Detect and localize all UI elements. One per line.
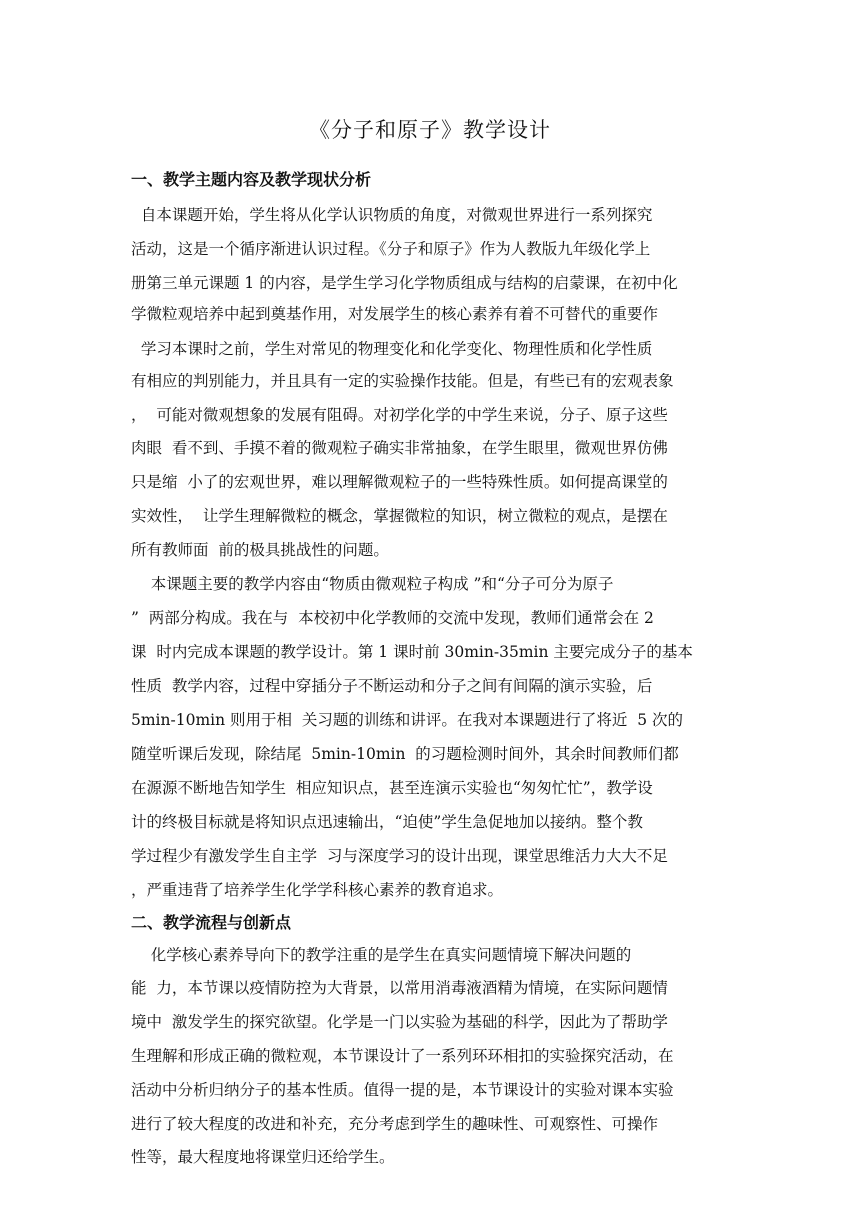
paragraph-line: 自本课题开始，学生将从化学认识物质的角度，对微观世界进行一系列探究 [131, 206, 653, 224]
paragraph-line: 性质 教学内容，过程中穿插分子不断运动和分子之间有间隔的演示实验，后 [131, 677, 653, 695]
paragraph-line: 计的终极目标就是将知识点迅速输出，“迫使”学生急促地加以接纳。整个教 [131, 813, 643, 831]
section-heading-1: 一、教学主题内容及教学现状分析 [131, 170, 372, 189]
paragraph-line: ” 两部分构成。我在与 本校初中化学教师的交流中发现，教师们通常会在 2 [131, 609, 654, 627]
paragraph-line: 只是缩 小了的宏观世界，难以理解微观粒子的一些特殊性质。如何提高课堂的 [131, 473, 668, 491]
paragraph-line: 5min-10min 则用于相 关习题的训练和讲评。在我对本课题进行了将近 5 次的 [131, 711, 684, 729]
paragraph-line: 活动中分析归纳分子的基本性质。值得一提的是，本节课设计的实验对课本实验 [131, 1081, 674, 1099]
paragraph-line: ， 可能对微观想象的发展有阻碍。对初学化学的中学生来说，分子、原子这些 [131, 406, 668, 424]
document-title: 《分子和原子》教学设计 [309, 118, 551, 142]
paragraph-line: 有相应的判别能力，并且具有一定的实验操作技能。但是，有些已有的宏观表象 [131, 372, 674, 390]
paragraph-line: 学习本课时之前，学生对常见的物理变化和化学变化、物理性质和化学性质 [131, 340, 653, 358]
paragraph-line: 本课题主要的教学内容由“物质由微观粒子构成 ”和“分子可分为原子 [131, 575, 614, 593]
paragraph-line: 肉眼 看不到、手摸不着的微观粒子确实非常抽象，在学生眼里，微观世界仿佛 [131, 439, 668, 457]
paragraph-line: ，严重违背了培养学生化学学科核心素养的教育追求。 [131, 881, 504, 899]
paragraph-line: 课 时内完成本课题的教学设计。第 1 课时前 30min-35min 主要完成分子的基本 [131, 643, 693, 661]
paragraph-line: 进行了较大程度的改进和补充，充分考虑到学生的趣味性、可观察性、可操作 [131, 1115, 659, 1133]
paragraph-line: 化学核心素养导向下的教学注重的是学生在真实问题情境下解决问题的 [131, 946, 632, 964]
paragraph-line: 能 力，本节课以疫情防控为大背景，以常用消毒液酒精为情境，在实际问题情 [131, 979, 668, 997]
paragraph-line: 实效性， 让学生理解微粒的概念，掌握微粒的知识，树立微粒的观点，是摆在 [131, 507, 668, 525]
paragraph-line: 学微粒观培养中起到奠基作用，对发展学生的核心素养有着不可替代的重要作 [131, 305, 659, 323]
paragraph-line: 册第三单元课题 1 的内容，是学生学习化学物质组成与结构的启蒙课，在初中化 [131, 274, 678, 292]
paragraph-line: 所有教师面 前的极具挑战性的问题。 [131, 541, 389, 559]
paragraph-line: 境中 激发学生的探究欲望。化学是一门以实验为基础的科学，因此为了帮助学 [131, 1013, 668, 1031]
paragraph-line: 随堂听课后发现，除结尾 5min-10min 的习题检测时间外，其余时间教师们都 [131, 745, 679, 763]
paragraph-line: 学过程少有激发学生自主学 习与深度学习的设计出现，课堂思维活力大大不足 [131, 847, 668, 865]
paragraph-line: 性等，最大程度地将课堂归还给学生。 [131, 1148, 395, 1166]
paragraph-line: 生理解和形成正确的微粒观，本节课设计了一系列环环相扣的实验探究活动，在 [131, 1047, 674, 1065]
paragraph-line: 活动，这是一个循序渐进认识过程。《分子和原子》作为人教版九年级化学上 [131, 240, 651, 258]
section-heading-2: 二、教学流程与创新点 [131, 913, 292, 932]
paragraph-line: 在源源不断地告知学生 相应知识点，甚至连演示实验也“匆匆忙忙”，教学设 [131, 779, 653, 797]
